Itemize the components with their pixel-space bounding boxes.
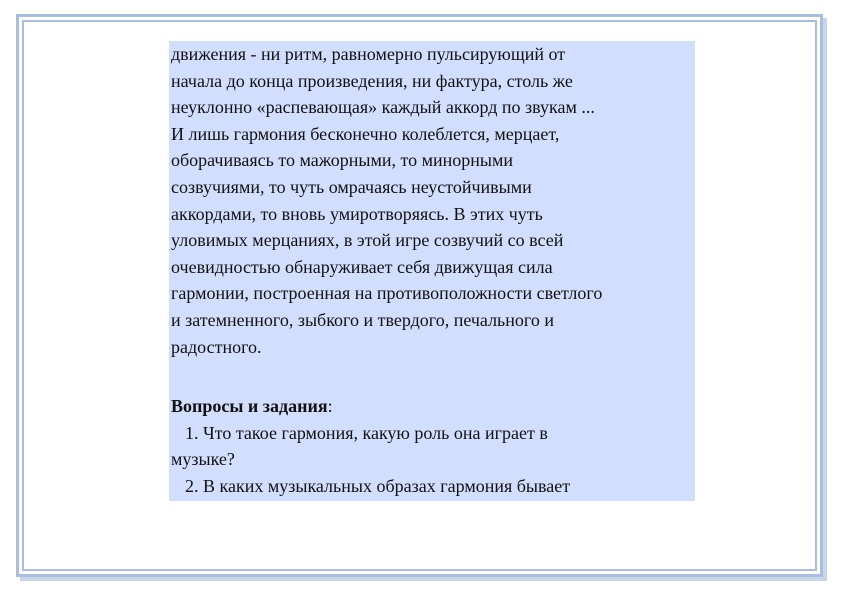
frame-shadow-bottom <box>20 577 827 581</box>
questions-heading <box>171 393 695 420</box>
body-paragraph <box>169 41 695 360</box>
body-line: неуклонно «распевающая» каждый аккорд по звукам ... <box>171 97 595 118</box>
questions-heading-colon: : <box>327 396 333 417</box>
body-line: начала до конца произведения, ни фактура, столь же <box>171 70 573 91</box>
questions-section <box>169 393 695 499</box>
body-line: радостного. <box>171 336 262 357</box>
frame-shadow-right <box>823 18 827 581</box>
question-1-line-2: музыке? <box>171 449 235 470</box>
body-line: И лишь гармония бесконечно колеблется, мерцает, <box>171 123 560 144</box>
body-line: уловимых мерцаниях, в этой игре созвучий со всей <box>171 230 564 251</box>
paragraph-spacer <box>169 360 695 393</box>
questions-heading-text: Вопросы и задания <box>171 396 328 417</box>
question-2-line-1: 2. В каких музыкальных образах гармония бывает <box>185 475 571 496</box>
body-line: аккордами, то вновь умиротворяясь. В этих чуть <box>171 203 543 224</box>
body-line: гармонии, построенная на противоположности светлого <box>171 283 603 304</box>
body-line: очевидностью обнаруживает себя движущая сила <box>171 256 553 277</box>
body-line: и затемненного, зыбкого и твердого, печального и <box>171 309 554 330</box>
body-line: движения - ни ритм, равномерно пульсирующий от <box>171 44 566 64</box>
body-line: оборачиваясь то мажорными, то минорными <box>171 150 513 171</box>
body-line: созвучиями, то чуть омрачаясь неустойчивыми <box>171 176 532 197</box>
text-box <box>169 41 695 501</box>
question-1-line-1: 1. Что такое гармония, какую роль она играет в <box>185 422 548 443</box>
